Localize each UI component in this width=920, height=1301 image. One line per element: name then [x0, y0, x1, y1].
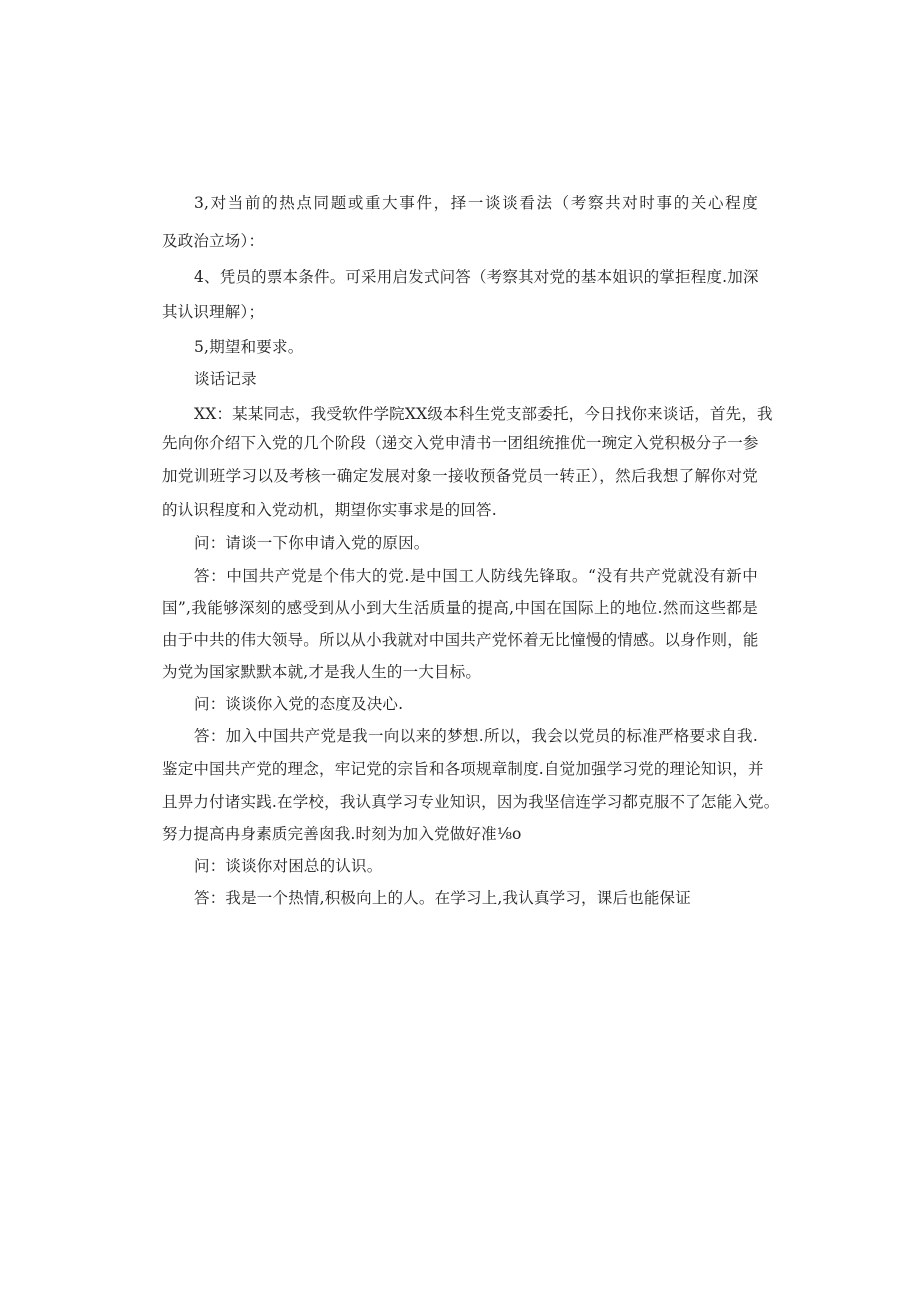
- answer-line: 答：加入中国共产党是我一向以来的梦想.所以，我会以党员的标准严格要求自我.: [194, 727, 758, 745]
- answer-line: 答：中国共产党是个伟大的党.是中国工人防线先锋取。“没有共产党就没有新中: [194, 567, 758, 585]
- answer-line: 由于中共的伟大领导。所以从小我就对中国共产党怀着无比憧慢的情感。以身作则，能: [162, 631, 759, 649]
- answer-line: 且畀力付诸实践.在学校，我认真学习专业知识，因为我坚信连学习都克服不了怎能入党。: [162, 793, 780, 811]
- text-line: 先向你介绍下入党的几个阶段（递交入党申清书一团组统推优一琬定入党积极分子一参: [162, 434, 759, 452]
- question-line: 问：谈谈你对困总的认识。: [194, 857, 383, 875]
- text-line: XX：某某同志，我受软件学院XX级本科生党支部委托，今日找你来谈话，首先，我: [194, 405, 773, 423]
- answer-line: 为党为国家默默本就,才是我人生的一大目标。: [162, 663, 482, 681]
- section-heading: 谈话记录: [194, 370, 257, 388]
- answer-line: 答：我是一个热情,积极向上的人。在学习上,我认真学习，课后也能保证: [194, 889, 691, 907]
- text-line: 的认识程度和入党动机，期望你实事求是的回答.: [162, 501, 497, 519]
- text-line: 4、凭员的票本条件。可采用启发式问答（考察其对党的基本姐识的掌拒程度.加深: [194, 268, 759, 286]
- question-line: 问：请谈一下你申请入党的原因。: [194, 534, 430, 552]
- answer-line: 努力提高冉身素质完善囱我.时刻为加入党做好准⅛o: [162, 825, 522, 843]
- answer-line: 鉴定中国共产党的理念，牢记党的宗旨和各项规章制度.自觉加强学习党的理论知识，并: [162, 760, 764, 778]
- answer-line: 国”,我能够深刻的感受到从小到大生活质量的提高,中国在国际上的地位.然而这些都是: [162, 599, 758, 617]
- text-line: 5,期望和要求。: [194, 338, 304, 356]
- text-line: 及政治立场）：: [162, 232, 265, 250]
- text-line: 加党训班学习以及考核一确定发展对象一接收预备党员一转正），然后我想了解你对党: [162, 467, 758, 485]
- text-line: 其认识理解）；: [162, 303, 265, 321]
- text-line: 3,对当前的热点同题或重大事件，择一谈谈看法（考察共对时事的关心程度: [194, 194, 758, 212]
- question-line: 问：谈谈你入党的态度及决心.: [194, 695, 404, 713]
